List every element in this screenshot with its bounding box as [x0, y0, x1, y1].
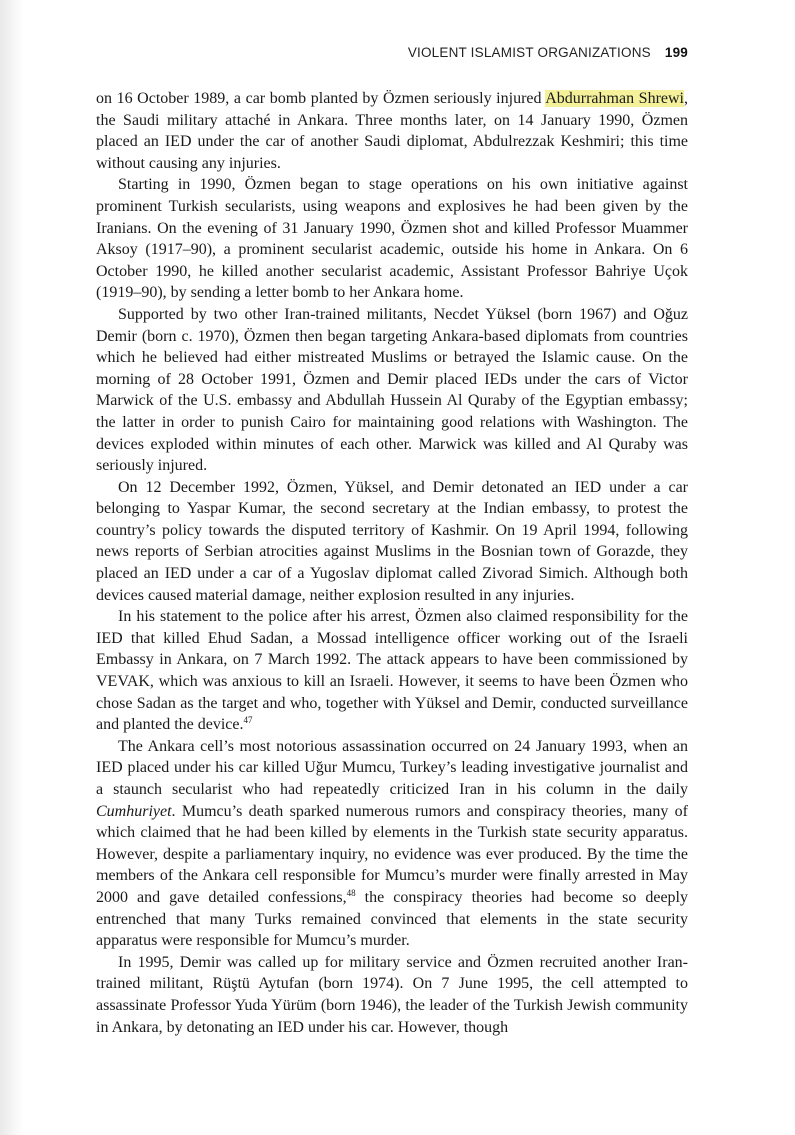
- paragraph-1-text-b: , the Saudi military attaché in Ankara. Three months later, on 14 January 1990, Özmen placed an IED under the car of another Saudi diplomat, Abdulrezzak Keshmiri; this time without causing any injuries.: [96, 90, 688, 172]
- paragraph-5: [96, 606, 688, 736]
- page-gutter-shadow: [0, 0, 24, 1135]
- highlighted-name: Abdurrahman Shrewi: [545, 90, 684, 107]
- running-title: VIOLENT ISLAMIST ORGANIZATIONS: [407, 45, 651, 60]
- paragraph-6-text-b: . Mumcu’s death sparked numerous rumors and conspiracy theories, many of which claimed that he had been killed by elements in the Turkish state security apparatus. However, despite a parliamentary inquiry, no evidence was ever produced. By the time the members of the Ankara cell responsible for Mumcu’s murder were finally arrested in May 2000 and gave detailed confessions,: [96, 802, 688, 906]
- paragraph-6-text-c: the conspiracy theories had become so deeply entrenched that many Turks remained convinced that elements in the state security apparatus were responsible for Mumcu’s murder.: [96, 888, 688, 950]
- paragraph-4: On 12 December 1992, Özmen, Yüksel, and Demir detonated an IED under a car belonging to Yaspar Kumar, the second secretary at the Indian embassy, to protest the country’s policy towards the disputed territory of Kashmir. On 19 April 1994, following news reports of Serbian atrocities against Muslims in the Bosnian town of Gorazde, they placed an IED under a car of a Yugoslav diplomat called Zivorad Simich. Although both devices caused material damage, neither explosion resulted in any injuries.: [96, 478, 688, 604]
- page-number: 199: [664, 45, 688, 60]
- paragraph-6: [96, 736, 688, 952]
- footnote-ref-48: 48: [346, 887, 356, 898]
- footnote-ref-47: 47: [243, 715, 253, 726]
- running-header: [408, 45, 688, 60]
- paragraph-2: Starting in 1990, Özmen began to stage operations on his own initiative against prominent Turkish secularists, using weapons and explosives he had been given by the Iranians. On the evening of 31 January 1990, Özmen shot and killed Professor Muammer Aksoy (1917–90), a prominent secularist academic, outside his home in Ankara. On 6 October 1990, he killed another secularist academic, Assistant Professor Bahriye Uçok (1919–90), by sending a letter bomb to her Ankara home.: [96, 176, 688, 302]
- paragraph-7: In 1995, Demir was called up for military service and Özmen recruited another Iran-trained militant, Rüştü Aytufan (born 1974). On 7 June 1995, the cell attempted to assassinate Professor Yuda Yürüm (born 1946), the leader of the Turkish Jewish community in Ankara, by detonating an IED under his car. However, though: [96, 953, 688, 1036]
- paragraph-1: [96, 88, 688, 174]
- paragraph-5-text: In his statement to the police after his arrest, Özmen also claimed responsibility for the IED that killed Ehud Sadan, a Mossad intelligence officer working out of the Israeli Embassy in Ankara, on 7 March 1992. The attack appears to have been commissioned by VEVAK, which was anxious to kill an Israeli. However, it seems to have been Özmen who chose Sadan as the target and who, together with Yüksel and Demir, conducted surveillance and planted the device.: [96, 608, 688, 734]
- body-text: [96, 88, 688, 1038]
- paragraph-1-text-a: on 16 October 1989, a car bomb planted by Özmen seriously injured: [96, 90, 546, 107]
- paragraph-6-text-a: The Ankara cell’s most notorious assassination occurred on 24 January 1993, when an IED placed under his car killed Uğur Mumcu, Turkey’s leading investigative journalist and a staunch secularist who had repeatedly criticized Iran in his column in the daily: [96, 737, 688, 798]
- newspaper-title: Cumhuriyet: [96, 802, 172, 820]
- paragraph-3: Supported by two other Iran-trained militants, Necdet Yüksel (born 1967) and Oğuz Demir (born c. 1970), Özmen then began targeting Ankara-based diplomats from countries which he believed had either mistreated Muslims or betrayed the Islamic cause. On the morning of 28 October 1991, Özmen and Demir placed IEDs under the cars of Victor Marwick of the U.S. embassy and Abdullah Hussein Al Quraby of the Egyptian embassy; the latter in order to punish Cairo for maintaining good relations with Washington. The devices exploded within minutes of each other. Marwick was killed and Al Quraby was seriously injured.: [96, 305, 688, 475]
